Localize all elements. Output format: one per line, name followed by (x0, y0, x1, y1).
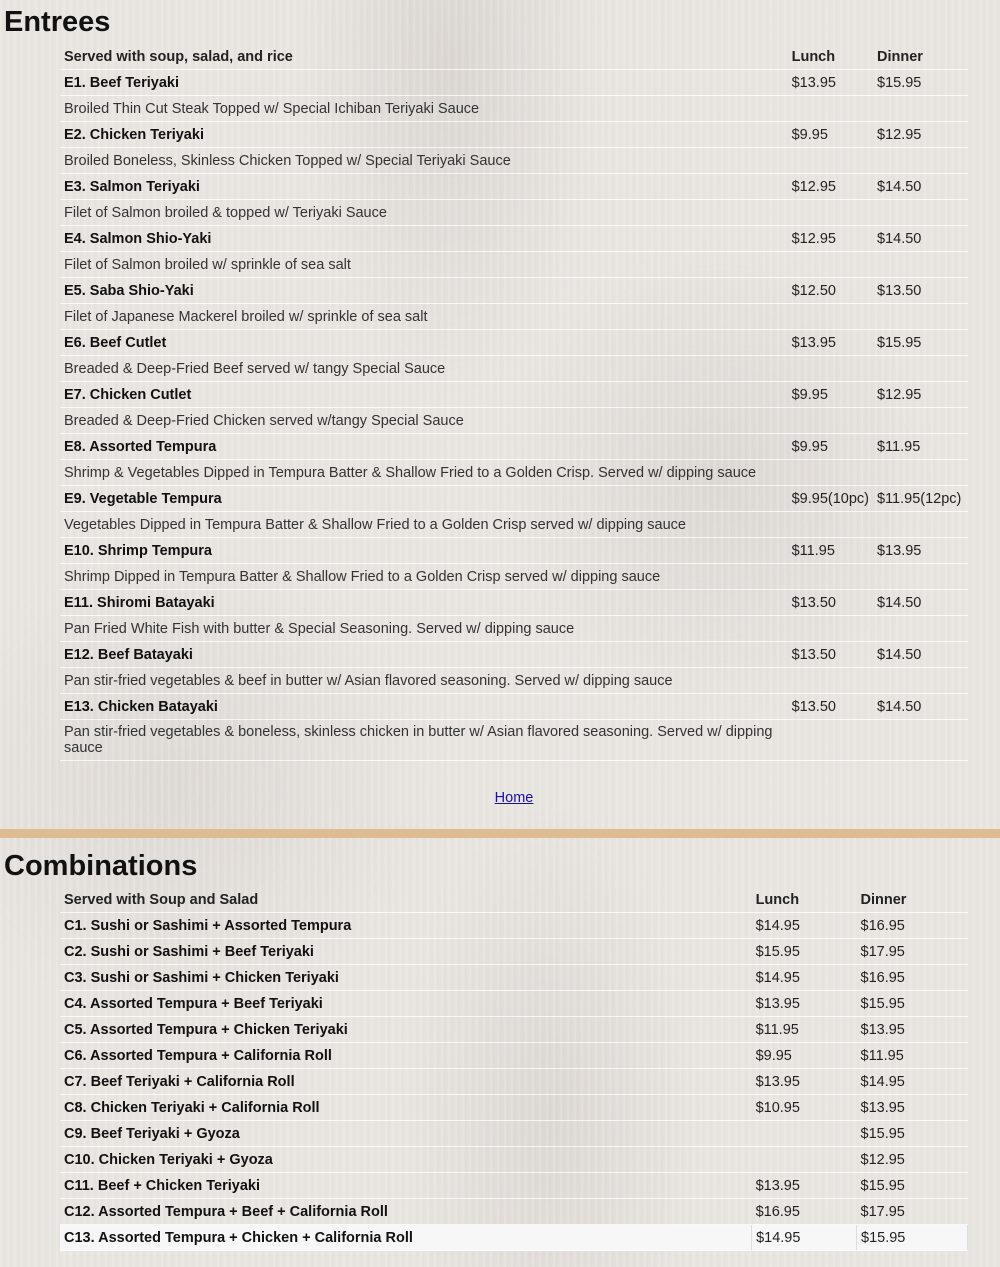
empty-cell (788, 148, 873, 174)
empty-cell (873, 304, 968, 330)
dinner-price: $15.95 (873, 70, 968, 96)
menu-item-row (60, 122, 968, 148)
menu-item-description-row (60, 668, 968, 694)
lunch-header: Lunch (788, 45, 873, 70)
combo-item-row (60, 1069, 968, 1095)
combo-item-row (60, 1173, 968, 1199)
item-description: Pan Fried White Fish with butter & Special Seasoning. Served w/ dipping sauce (60, 616, 788, 642)
item-name: E6. Beef Cutlet (60, 330, 788, 356)
empty-cell (788, 616, 873, 642)
combo-item-row (60, 991, 968, 1017)
lunch-price: $9.95 (788, 382, 873, 408)
menu-item-description-row (60, 148, 968, 174)
combo-name: C13. Assorted Tempura + Chicken + California Roll (60, 1225, 752, 1251)
item-name: E11. Shiromi Batayaki (60, 590, 788, 616)
combo-name: C7. Beef Teriyaki + California Roll (60, 1069, 752, 1095)
combo-name: C10. Chicken Teriyaki + Gyoza (60, 1147, 752, 1173)
empty-cell (873, 408, 968, 434)
menu-item-description-row (60, 512, 968, 538)
combo-name: C5. Assorted Tempura + Chicken Teriyaki (60, 1017, 752, 1043)
menu-item-description-row (60, 564, 968, 590)
dinner-price: $13.95 (857, 1017, 968, 1043)
menu-item-row (60, 70, 968, 96)
dinner-price: $14.50 (873, 174, 968, 200)
lunch-price: $14.95 (752, 965, 857, 991)
empty-cell (873, 720, 968, 761)
combo-name: C8. Chicken Teriyaki + California Roll (60, 1095, 752, 1121)
combo-item-row (60, 1199, 968, 1225)
combinations-table (60, 888, 968, 1251)
dinner-price: $15.95 (857, 1225, 968, 1251)
item-name: E9. Vegetable Tempura (60, 486, 788, 512)
item-name: E4. Salmon Shio-Yaki (60, 226, 788, 252)
menu-item-row (60, 590, 968, 616)
empty-cell (873, 512, 968, 538)
lunch-header: Lunch (752, 888, 857, 913)
empty-cell (788, 564, 873, 590)
item-description: Shrimp Dipped in Tempura Batter & Shallow Fried to a Golden Crisp served w/ dipping sauce (60, 564, 788, 590)
lunch-price: $15.95 (752, 939, 857, 965)
item-description: Broiled Boneless, Skinless Chicken Topped w/ Special Teriyaki Sauce (60, 148, 788, 174)
dinner-price: $11.95 (873, 434, 968, 460)
item-description: Pan stir-fried vegetables & boneless, skinless chicken in butter w/ Asian flavored seasoning. Served w/ dipping sauce (60, 720, 788, 761)
item-name: E3. Salmon Teriyaki (60, 174, 788, 200)
combo-name: C3. Sushi or Sashimi + Chicken Teriyaki (60, 965, 752, 991)
dinner-price: $14.50 (873, 642, 968, 668)
dinner-price: $15.95 (857, 991, 968, 1017)
table-header-row (60, 888, 968, 913)
item-description: Filet of Salmon broiled w/ sprinkle of sea salt (60, 252, 788, 278)
empty-cell (788, 720, 873, 761)
lunch-price: $10.95 (752, 1095, 857, 1121)
lunch-price: $9.95 (788, 434, 873, 460)
item-name: E1. Beef Teriyaki (60, 70, 788, 96)
served-with-label: Served with Soup and Salad (60, 888, 752, 913)
dinner-price: $17.95 (857, 1199, 968, 1225)
dinner-price: $12.95 (857, 1147, 968, 1173)
dinner-price: $14.50 (873, 226, 968, 252)
item-name: E12. Beef Batayaki (60, 642, 788, 668)
empty-cell (788, 668, 873, 694)
menu-item-description-row (60, 304, 968, 330)
empty-cell (788, 96, 873, 122)
combo-name: C4. Assorted Tempura + Beef Teriyaki (60, 991, 752, 1017)
menu-item-row (60, 694, 968, 720)
empty-cell (873, 148, 968, 174)
lunch-price: $9.95 (788, 122, 873, 148)
served-with-label: Served with soup, salad, and rice (60, 45, 788, 70)
empty-cell (873, 200, 968, 226)
menu-item-description-row (60, 200, 968, 226)
dinner-price: $11.95(12pc) (873, 486, 968, 512)
menu-item-description-row (60, 616, 968, 642)
menu-item-description-row (60, 356, 968, 382)
combo-name: C2. Sushi or Sashimi + Beef Teriyaki (60, 939, 752, 965)
dinner-price: $13.95 (857, 1095, 968, 1121)
combo-name: C11. Beef + Chicken Teriyaki (60, 1173, 752, 1199)
empty-cell (873, 356, 968, 382)
dinner-header: Dinner (857, 888, 968, 913)
item-description: Breaded & Deep-Fried Beef served w/ tangy Special Sauce (60, 356, 788, 382)
lunch-price: $11.95 (752, 1017, 857, 1043)
combo-item-row (60, 1121, 968, 1147)
entrees-table (60, 45, 968, 761)
lunch-price: $11.95 (788, 538, 873, 564)
combo-item-row (60, 965, 968, 991)
empty-cell (873, 460, 968, 486)
combo-item-row (60, 1043, 968, 1069)
combo-item-row (60, 913, 968, 939)
dinner-price: $14.50 (873, 590, 968, 616)
dinner-price: $17.95 (857, 939, 968, 965)
dinner-price: $14.50 (873, 694, 968, 720)
dinner-price: $13.95 (873, 538, 968, 564)
menu-item-description-row (60, 96, 968, 122)
menu-item-row (60, 174, 968, 200)
menu-item-row (60, 226, 968, 252)
lunch-price: $13.50 (788, 642, 873, 668)
empty-cell (788, 356, 873, 382)
combo-item-row (60, 1225, 968, 1251)
menu-item-row (60, 538, 968, 564)
item-name: E5. Saba Shio-Yaki (60, 278, 788, 304)
lunch-price: $16.95 (752, 1199, 857, 1225)
dinner-price: $13.50 (873, 278, 968, 304)
lunch-price: $13.95 (752, 1069, 857, 1095)
menu-item-row (60, 434, 968, 460)
combo-name: C12. Assorted Tempura + Beef + California Roll (60, 1199, 752, 1225)
dinner-price: $11.95 (857, 1043, 968, 1069)
lunch-price: $13.50 (788, 590, 873, 616)
combinations-title: Combinations (4, 850, 198, 882)
empty-cell (788, 512, 873, 538)
section-divider (0, 829, 1000, 838)
dinner-price: $12.95 (873, 382, 968, 408)
lunch-price: $9.95 (752, 1043, 857, 1069)
lunch-price (752, 1121, 857, 1147)
item-name: E8. Assorted Tempura (60, 434, 788, 460)
empty-cell (873, 616, 968, 642)
item-description: Breaded & Deep-Fried Chicken served w/tangy Special Sauce (60, 408, 788, 434)
menu-item-row (60, 486, 968, 512)
combo-name: C6. Assorted Tempura + California Roll (60, 1043, 752, 1069)
dinner-price: $14.95 (857, 1069, 968, 1095)
menu-item-row (60, 642, 968, 668)
lunch-price: $14.95 (752, 1225, 857, 1251)
item-name: E7. Chicken Cutlet (60, 382, 788, 408)
dinner-header: Dinner (873, 45, 968, 70)
item-name: E10. Shrimp Tempura (60, 538, 788, 564)
lunch-price: $12.95 (788, 174, 873, 200)
lunch-price: $14.95 (752, 913, 857, 939)
combo-item-row (60, 939, 968, 965)
empty-cell (788, 252, 873, 278)
combo-item-row (60, 1017, 968, 1043)
combo-item-row (60, 1147, 968, 1173)
menu-item-description-row (60, 720, 968, 761)
lunch-price: $13.95 (788, 330, 873, 356)
combo-name: C9. Beef Teriyaki + Gyoza (60, 1121, 752, 1147)
lunch-price: $12.50 (788, 278, 873, 304)
menu-item-description-row (60, 252, 968, 278)
empty-cell (873, 96, 968, 122)
dinner-price: $12.95 (873, 122, 968, 148)
empty-cell (873, 252, 968, 278)
menu-item-row (60, 330, 968, 356)
item-description: Filet of Salmon broiled & topped w/ Teriyaki Sauce (60, 200, 788, 226)
combo-name: C1. Sushi or Sashimi + Assorted Tempura (60, 913, 752, 939)
lunch-price: $12.95 (788, 226, 873, 252)
table-header-row (60, 45, 968, 70)
empty-cell (788, 200, 873, 226)
combo-item-row (60, 1095, 968, 1121)
home-link[interactable]: Home (494, 790, 534, 806)
empty-cell (788, 304, 873, 330)
lunch-price: $9.95(10pc) (788, 486, 873, 512)
item-description: Vegetables Dipped in Tempura Batter & Shallow Fried to a Golden Crisp served w/ dipping sauce (60, 512, 788, 538)
dinner-price: $15.95 (857, 1121, 968, 1147)
lunch-price: $13.50 (788, 694, 873, 720)
empty-cell (873, 564, 968, 590)
item-name: E13. Chicken Batayaki (60, 694, 788, 720)
dinner-price: $16.95 (857, 913, 968, 939)
dinner-price: $15.95 (857, 1173, 968, 1199)
lunch-price: $13.95 (788, 70, 873, 96)
empty-cell (788, 460, 873, 486)
lunch-price: $13.95 (752, 1173, 857, 1199)
dinner-price: $15.95 (873, 330, 968, 356)
item-name: E2. Chicken Teriyaki (60, 122, 788, 148)
menu-item-row (60, 382, 968, 408)
menu-item-description-row (60, 460, 968, 486)
entrees-title: Entrees (4, 6, 111, 38)
menu-item-description-row (60, 408, 968, 434)
lunch-price (752, 1147, 857, 1173)
menu-item-row (60, 278, 968, 304)
lunch-price: $13.95 (752, 991, 857, 1017)
item-description: Filet of Japanese Mackerel broiled w/ sprinkle of sea salt (60, 304, 788, 330)
empty-cell (788, 408, 873, 434)
item-description: Shrimp & Vegetables Dipped in Tempura Batter & Shallow Fried to a Golden Crisp. Served w/ dipping sauce (60, 460, 788, 486)
dinner-price: $16.95 (857, 965, 968, 991)
item-description: Pan stir-fried vegetables & beef in butter w/ Asian flavored seasoning. Served w/ dipping sauce (60, 668, 788, 694)
item-description: Broiled Thin Cut Steak Topped w/ Special Ichiban Teriyaki Sauce (60, 96, 788, 122)
empty-cell (873, 668, 968, 694)
